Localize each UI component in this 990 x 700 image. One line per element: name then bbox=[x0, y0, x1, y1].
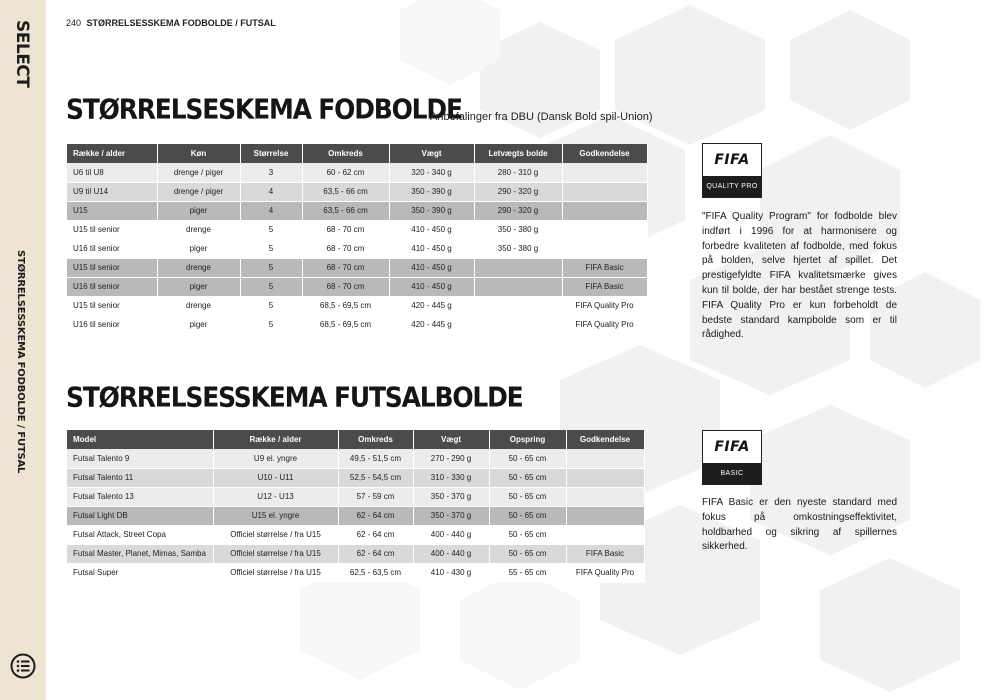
column-header: Vægt bbox=[389, 144, 474, 163]
table-cell bbox=[562, 182, 647, 201]
fifa-basic-label: BASIC bbox=[703, 463, 761, 484]
table-cell: Officiel størrelse / fra U15 bbox=[213, 563, 338, 582]
table-cell: 410 - 450 g bbox=[389, 258, 474, 277]
table-row bbox=[67, 163, 647, 182]
table-cell: 290 - 320 g bbox=[474, 201, 562, 220]
fifa-basic-description: FIFA Basic er den nyeste standard med fokus på omkostningseffektivitet, holdbarhed og sikring af spillernes sikkerhed. bbox=[702, 497, 897, 553]
football-size-table bbox=[67, 144, 648, 335]
table-cell: Futsal Talento 11 bbox=[67, 468, 213, 487]
table-cell: 410 - 450 g bbox=[389, 277, 474, 296]
table-row bbox=[67, 487, 644, 506]
table-cell: 400 - 440 g bbox=[413, 525, 489, 544]
page-header bbox=[66, 18, 276, 28]
table-row bbox=[67, 277, 647, 296]
table-cell: 62 - 64 cm bbox=[338, 525, 413, 544]
table-cell: 420 - 445 g bbox=[389, 296, 474, 315]
table-cell bbox=[566, 449, 644, 468]
table-cell: 5 bbox=[240, 277, 302, 296]
sidebar-section-title: STØRRELSESSKEMA FODBOLDE / FUTSAL bbox=[15, 250, 26, 474]
table-cell: drenge / piger bbox=[157, 182, 240, 201]
column-header: Godkendelse bbox=[566, 430, 644, 449]
table-cell: drenge / piger bbox=[157, 163, 240, 182]
table-cell: 280 - 310 g bbox=[474, 163, 562, 182]
table-cell bbox=[474, 315, 562, 334]
table-cell: FIFA Quality Pro bbox=[562, 315, 647, 334]
table-cell: 350 - 380 g bbox=[474, 220, 562, 239]
table-cell: 50 - 65 cm bbox=[489, 506, 566, 525]
table-cell: U12 - U13 bbox=[213, 487, 338, 506]
table-cell: 410 - 430 g bbox=[413, 563, 489, 582]
table-cell: 50 - 65 cm bbox=[489, 487, 566, 506]
table-cell bbox=[474, 296, 562, 315]
table-cell: 68 - 70 cm bbox=[302, 220, 389, 239]
table-cell bbox=[562, 239, 647, 258]
table-cell: U15 bbox=[67, 201, 157, 220]
table-cell: 62 - 64 cm bbox=[338, 544, 413, 563]
column-header: Opspring bbox=[489, 430, 566, 449]
table-row bbox=[67, 296, 647, 315]
column-header: Størrelse bbox=[240, 144, 302, 163]
table-row bbox=[67, 525, 644, 544]
table-row bbox=[67, 182, 647, 201]
table-cell: 62,5 - 63,5 cm bbox=[338, 563, 413, 582]
table-row bbox=[67, 258, 647, 277]
table-cell: 350 - 380 g bbox=[474, 239, 562, 258]
table-cell: 63,5 - 66 cm bbox=[302, 182, 389, 201]
fifa-quality-pro-badge bbox=[702, 143, 762, 198]
table-cell: 310 - 330 g bbox=[413, 468, 489, 487]
table-cell: Officiel størrelse / fra U15 bbox=[213, 544, 338, 563]
table-cell: Futsal Master, Planet, Mimas, Samba bbox=[67, 544, 213, 563]
table-cell: Futsal Super bbox=[67, 563, 213, 582]
table-cell: 400 - 440 g bbox=[413, 544, 489, 563]
page-number: 240 bbox=[66, 18, 82, 28]
table-cell bbox=[566, 487, 644, 506]
fifa-quality-pro-description: "FIFA Quality Program" for fodbolde blev indført i 1996 for at harmonisere og forbedre kvaliteten af fodbolde, med fokus på bolden, selve hjertet af spillet. Det prestigefyldte FIFA kvalitetsmærke gives kun til bolde, der har bestået strenge tests. FIFA Quality Pro er kun forbeholdt de bedste standard kampbolde som er til rådighed. bbox=[702, 211, 897, 341]
table-cell: U10 - U11 bbox=[213, 468, 338, 487]
table-cell: 420 - 445 g bbox=[389, 315, 474, 334]
menu-icon[interactable] bbox=[10, 653, 36, 679]
table-cell bbox=[566, 468, 644, 487]
table-cell: FIFA Quality Pro bbox=[566, 563, 644, 582]
table-cell: 290 - 320 g bbox=[474, 182, 562, 201]
football-table-subtitle: Anbefalinger fra DBU (Dansk Bold spil-Union) bbox=[430, 111, 653, 123]
table-cell: U15 el. yngre bbox=[213, 506, 338, 525]
table-cell: FIFA Quality Pro bbox=[562, 296, 647, 315]
table-row bbox=[67, 563, 644, 582]
table-cell: 350 - 390 g bbox=[389, 182, 474, 201]
table-cell: 5 bbox=[240, 220, 302, 239]
table-cell: 5 bbox=[240, 239, 302, 258]
table-cell: Futsal Talento 9 bbox=[67, 449, 213, 468]
table-row bbox=[67, 201, 647, 220]
table-cell: U16 til senior bbox=[67, 315, 157, 334]
table-cell: 350 - 370 g bbox=[413, 506, 489, 525]
table-cell: 5 bbox=[240, 258, 302, 277]
table-cell bbox=[562, 201, 647, 220]
table-cell: U9 el. yngre bbox=[213, 449, 338, 468]
table-cell: drenge bbox=[157, 296, 240, 315]
table-cell bbox=[562, 163, 647, 182]
column-header: Omkreds bbox=[302, 144, 389, 163]
table-cell: U16 til senior bbox=[67, 277, 157, 296]
table-cell bbox=[562, 220, 647, 239]
table-cell: 52,5 - 54,5 cm bbox=[338, 468, 413, 487]
table-cell: FIFA Basic bbox=[562, 258, 647, 277]
table-cell: piger bbox=[157, 277, 240, 296]
table-cell: 68 - 70 cm bbox=[302, 258, 389, 277]
table-cell: Futsal Light DB bbox=[67, 506, 213, 525]
column-header: Letvægts bolde bbox=[474, 144, 562, 163]
table-cell: drenge bbox=[157, 258, 240, 277]
table-cell: 50 - 65 cm bbox=[489, 544, 566, 563]
table-cell: 68,5 - 69,5 cm bbox=[302, 315, 389, 334]
table-row bbox=[67, 544, 644, 563]
table-cell: 68 - 70 cm bbox=[302, 239, 389, 258]
table-cell: 60 - 62 cm bbox=[302, 163, 389, 182]
table-cell: 62 - 64 cm bbox=[338, 506, 413, 525]
table-cell: 350 - 370 g bbox=[413, 487, 489, 506]
table-cell: 50 - 65 cm bbox=[489, 525, 566, 544]
table-cell: U15 til senior bbox=[67, 220, 157, 239]
table-cell: 57 - 59 cm bbox=[338, 487, 413, 506]
table-row bbox=[67, 449, 644, 468]
table-cell: U6 til U8 bbox=[67, 163, 157, 182]
table-cell: piger bbox=[157, 201, 240, 220]
column-header: Vægt bbox=[413, 430, 489, 449]
table-cell bbox=[474, 277, 562, 296]
column-header: Køn bbox=[157, 144, 240, 163]
table-cell: 68 - 70 cm bbox=[302, 277, 389, 296]
table-cell: 320 - 340 g bbox=[389, 163, 474, 182]
table-cell: FIFA Basic bbox=[566, 544, 644, 563]
table-cell: 63,5 - 66 cm bbox=[302, 201, 389, 220]
table-cell: 68,5 - 69,5 cm bbox=[302, 296, 389, 315]
fifa-logo: FIFA bbox=[714, 439, 750, 455]
column-header: Række / alder bbox=[67, 144, 157, 163]
table-row bbox=[67, 239, 647, 258]
fifa-logo: FIFA bbox=[714, 152, 750, 168]
table-cell: U15 til senior bbox=[67, 258, 157, 277]
table-cell: piger bbox=[157, 315, 240, 334]
column-header: Omkreds bbox=[338, 430, 413, 449]
table-cell: 350 - 390 g bbox=[389, 201, 474, 220]
table-row bbox=[67, 220, 647, 239]
table-cell: U15 til senior bbox=[67, 296, 157, 315]
table-cell: piger bbox=[157, 239, 240, 258]
column-header: Række / alder bbox=[213, 430, 338, 449]
table-cell: 50 - 65 cm bbox=[489, 468, 566, 487]
table-cell bbox=[566, 525, 644, 544]
select-logo: SELECT bbox=[12, 20, 32, 88]
table-cell: 3 bbox=[240, 163, 302, 182]
table-row bbox=[67, 315, 647, 334]
fifa-basic-badge bbox=[702, 430, 762, 485]
table-cell: 55 - 65 cm bbox=[489, 563, 566, 582]
page-section-title: STØRRELSESSKEMA FODBOLDE / FUTSAL bbox=[86, 18, 276, 28]
table-cell: Futsal Attack, Street Copa bbox=[67, 525, 213, 544]
table-cell: 410 - 450 g bbox=[389, 239, 474, 258]
table-cell: Futsal Talento 13 bbox=[67, 487, 213, 506]
column-header: Godkendelse bbox=[562, 144, 647, 163]
table-cell: 5 bbox=[240, 296, 302, 315]
table-cell: 410 - 450 g bbox=[389, 220, 474, 239]
table-cell: 49,5 - 51,5 cm bbox=[338, 449, 413, 468]
futsal-size-table bbox=[67, 430, 645, 583]
table-cell: 4 bbox=[240, 201, 302, 220]
football-table-title: STØRRELSESKEMA FODBOLDE bbox=[66, 92, 462, 125]
table-cell: 4 bbox=[240, 182, 302, 201]
table-cell: U9 til U14 bbox=[67, 182, 157, 201]
column-header: Model bbox=[67, 430, 213, 449]
table-cell: U16 til senior bbox=[67, 239, 157, 258]
table-cell: 5 bbox=[240, 315, 302, 334]
table-cell: Officiel størrelse / fra U15 bbox=[213, 525, 338, 544]
table-cell bbox=[566, 506, 644, 525]
table-cell: 270 - 290 g bbox=[413, 449, 489, 468]
table-cell bbox=[474, 258, 562, 277]
table-cell: drenge bbox=[157, 220, 240, 239]
table-cell: FIFA Basic bbox=[562, 277, 647, 296]
futsal-table-title: STØRRELSESSKEMA FUTSALBOLDE bbox=[66, 380, 523, 413]
table-row bbox=[67, 468, 644, 487]
fifa-quality-pro-label: QUALITY PRO bbox=[703, 176, 761, 197]
table-cell: 50 - 65 cm bbox=[489, 449, 566, 468]
table-row bbox=[67, 506, 644, 525]
sidebar bbox=[0, 0, 46, 700]
